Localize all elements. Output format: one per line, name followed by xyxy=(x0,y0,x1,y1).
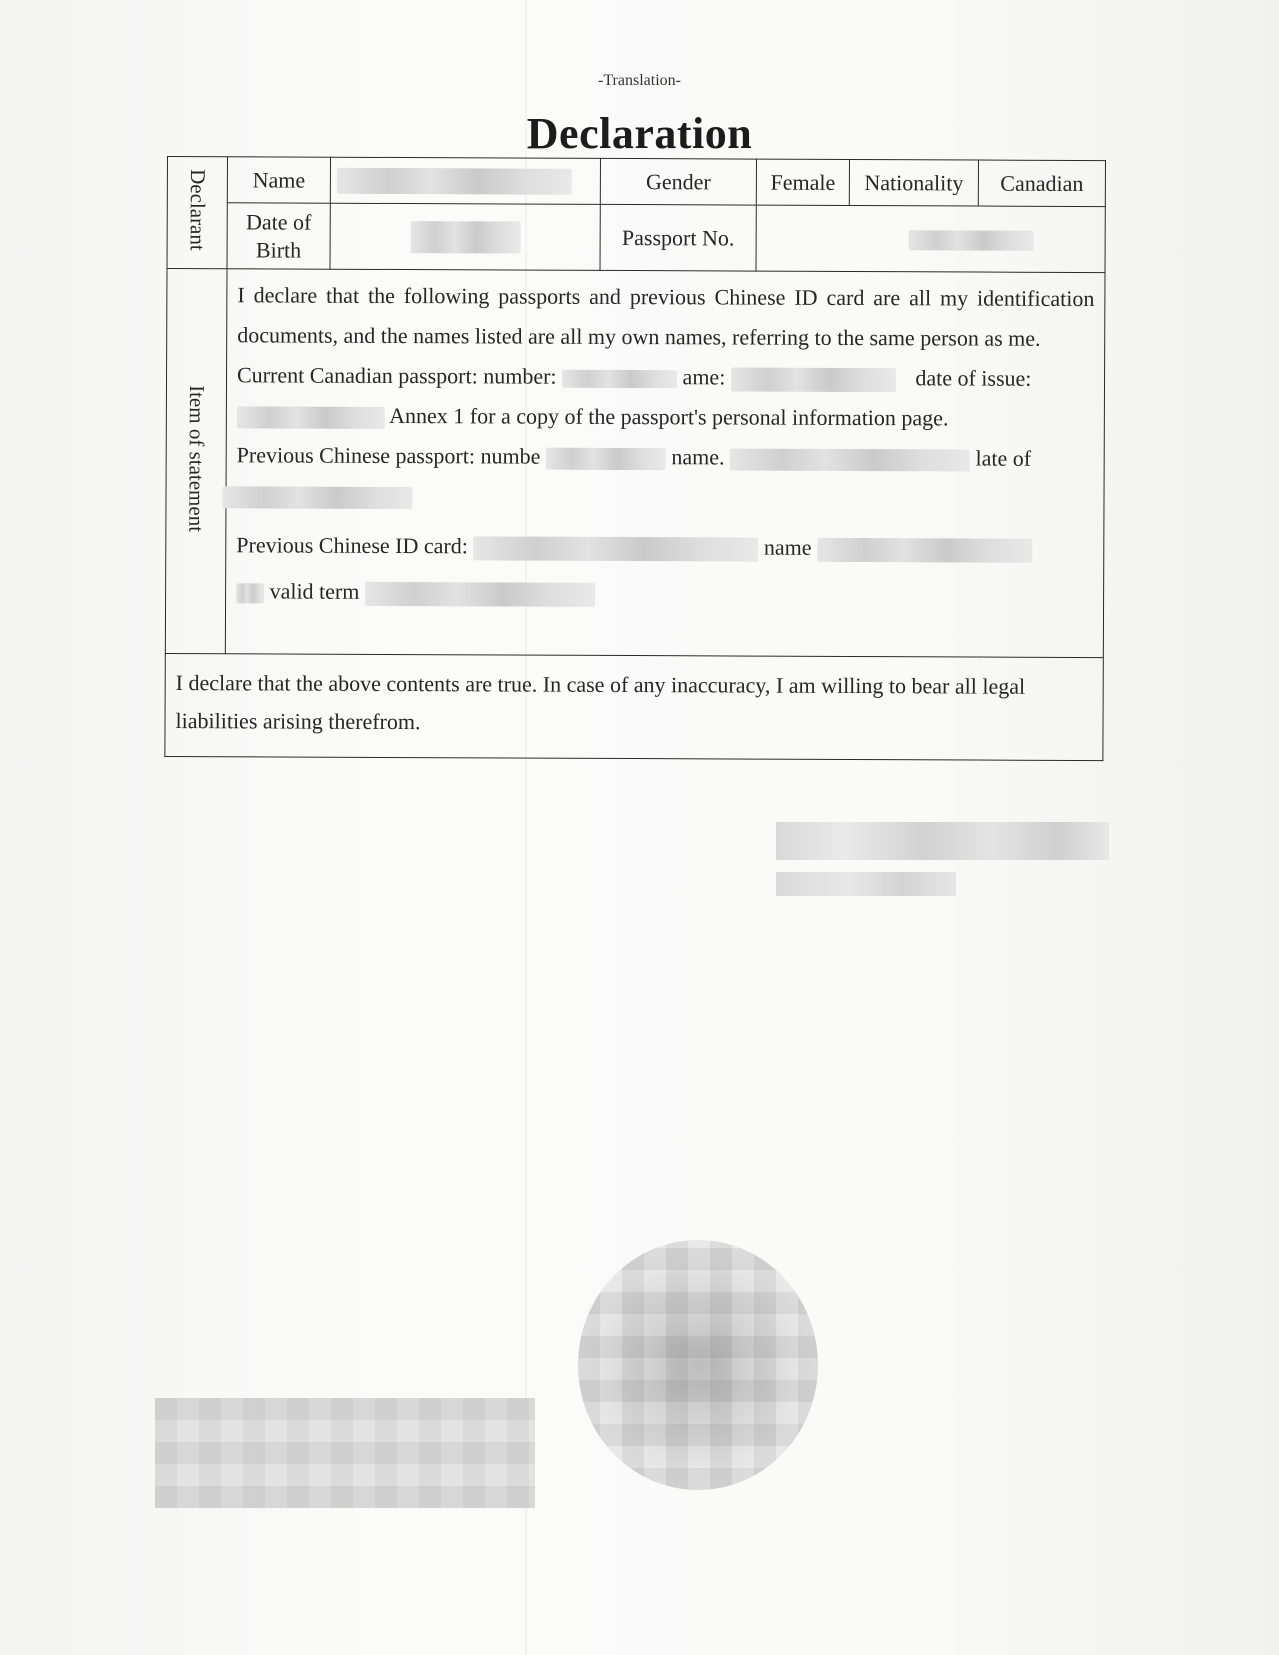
dob-value-cell xyxy=(330,203,600,270)
name-label: Name xyxy=(227,157,330,203)
previous-id-number-redacted xyxy=(473,536,758,561)
statement-row xyxy=(165,269,1105,658)
passport-no-redacted-value xyxy=(908,231,1033,252)
current-passport-line xyxy=(237,355,1094,399)
previous-passport-date-redacted xyxy=(222,486,412,509)
statement-intro: I declare that the following passports and previous Chinese ID card are all my identification documents, and the names listed are all my own names, referring to the same person as me. xyxy=(237,282,1095,351)
passport-no-value-cell xyxy=(756,205,1105,273)
current-passport-annex: Annex 1 for a copy of the passport's personal information page. xyxy=(389,402,949,431)
name-value-cell xyxy=(330,157,600,204)
confirmation-text: I declare that the above contents are true. In case of any inaccuracy, I am willing to bear all legal liabilities arising therefrom. xyxy=(165,653,1103,760)
declaration-table xyxy=(164,156,1106,761)
previous-id-label: Previous Chinese ID card: xyxy=(236,532,468,559)
current-passport-name-label: ame: xyxy=(682,364,726,390)
dob-label: Date of Birth xyxy=(227,203,330,269)
declarant-signature-redacted xyxy=(776,822,1109,860)
valid-term-redacted xyxy=(365,582,595,607)
declaration-date-redacted xyxy=(776,872,956,896)
nationality-value: Canadian xyxy=(978,160,1105,207)
declarant-signature-date-block xyxy=(776,822,1109,896)
valid-term-line xyxy=(236,571,1093,615)
current-passport-name-redacted xyxy=(731,367,896,392)
gender-value: Female xyxy=(756,159,849,205)
statement-section-cell xyxy=(165,269,227,654)
declarant-row-2 xyxy=(167,203,1105,273)
previous-passport-name-label: name. xyxy=(671,444,725,470)
translation-note: -Translation- xyxy=(598,72,681,89)
previous-passport-line xyxy=(237,435,1094,479)
current-passport-number-redacted xyxy=(562,370,677,389)
nationality-label: Nationality xyxy=(849,159,978,206)
statement-section-label: Item of statement xyxy=(184,384,210,532)
declarant-section-label: Declarant xyxy=(185,168,210,251)
previous-passport-date-line xyxy=(236,475,1093,519)
previous-id-name-label: name xyxy=(763,534,812,560)
previous-id-line xyxy=(236,525,1093,569)
document-title: Declaration xyxy=(526,109,753,158)
current-passport-issue-date-redacted xyxy=(237,406,385,429)
previous-passport-name-redacted xyxy=(730,448,970,471)
previous-passport-date-label: late of xyxy=(975,445,1032,471)
passport-no-label: Passport No. xyxy=(600,204,756,271)
previous-passport-number-redacted xyxy=(546,448,666,471)
declarant-row-1 xyxy=(167,157,1105,207)
current-passport-annex-line xyxy=(237,395,1094,439)
name-redacted-value xyxy=(337,168,572,195)
current-passport-issue-label: date of issue: xyxy=(915,365,1032,391)
valid-term-label: valid term xyxy=(269,578,360,604)
previous-id-name-redacted xyxy=(817,538,1032,563)
valid-term-prefix-redacted xyxy=(236,583,264,603)
previous-passport-label: Previous Chinese passport: numbe xyxy=(236,442,541,469)
statement-content xyxy=(225,269,1105,658)
gender-label: Gender xyxy=(600,158,756,205)
current-passport-label: Current Canadian passport: number: xyxy=(236,362,557,389)
official-seal-redacted xyxy=(578,1240,818,1490)
declarant-section-cell xyxy=(167,157,227,269)
confirmation-row xyxy=(165,653,1103,760)
translator-signature-redacted xyxy=(155,1398,535,1508)
dob-redacted-value xyxy=(410,221,520,253)
